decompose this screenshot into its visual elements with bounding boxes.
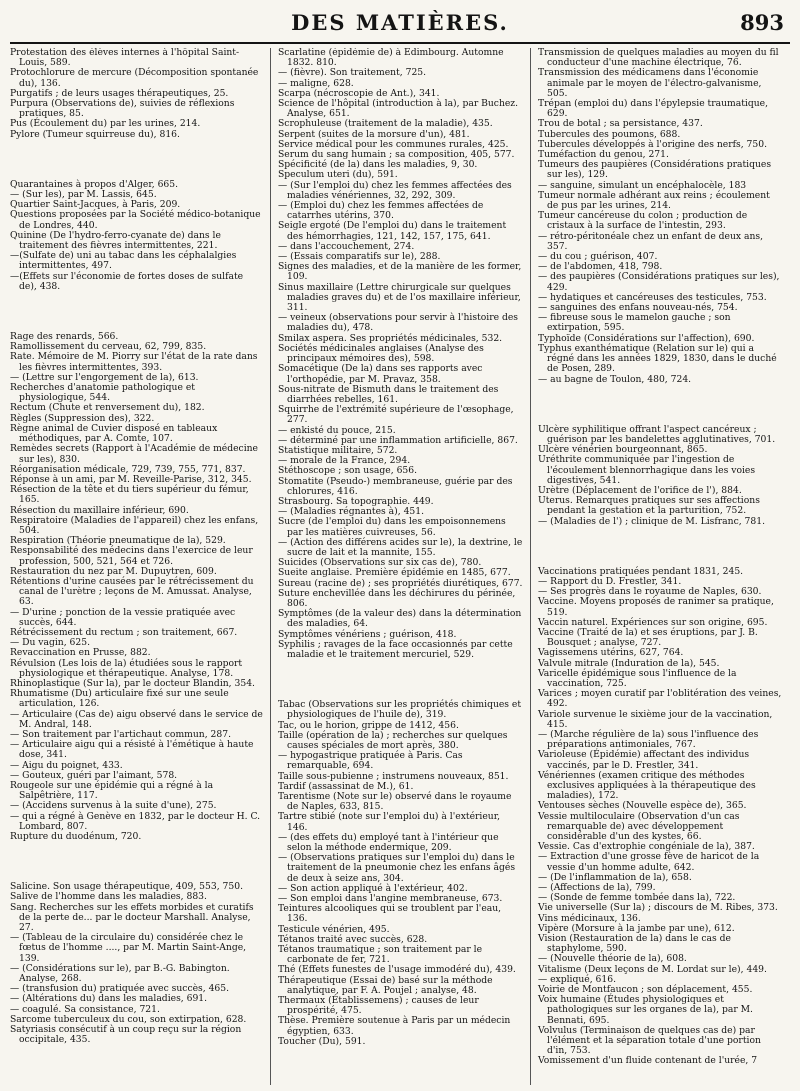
index-entry: Rhinoplastique (Sur la), par le docteur Blandin, 354. bbox=[10, 677, 255, 689]
index-entry: Service médical pour les communes rurales, 425. bbox=[278, 138, 509, 150]
header-rule bbox=[10, 42, 790, 44]
index-entry: Sureau (racine de) ; ses propriétés diurétiques, 677. bbox=[278, 577, 523, 589]
index-entry: — veineux (observations pour servir à l'histoire des maladies du), 478. bbox=[278, 312, 518, 334]
index-entry: Tartre stibié (note sur l'emploi du) à l'extérieur, 146. bbox=[278, 811, 500, 833]
index-entry: Typhoïde (Considérations sur l'affection), 690. bbox=[538, 332, 755, 344]
index-entry: Vaccine (Traité de la) et ses éruptions, par J. B. Bousquet ; analyse, 727. bbox=[538, 626, 758, 649]
page-header bbox=[0, 0, 800, 48]
index-entry: Respiration (Théorie pneumatique de la), 529. bbox=[10, 535, 226, 547]
index-entry: Statistique militaire, 572. bbox=[278, 444, 398, 456]
index-entry: — (Observations pratiques sur l'emploi du) dans le traitement de la pneumonie chez les enfans âgés de deux à seize ans, 304. bbox=[278, 852, 516, 884]
index-entry: Vitalisme (Deux leçons de M. Lordat sur le), 449. bbox=[538, 963, 767, 975]
index-entry: — du cou ; guérison, 407. bbox=[538, 251, 658, 263]
index-entry: Questions proposées par la Société médico-botanique de Londres, 440. bbox=[10, 209, 261, 231]
index-entry: Pus (Écoulement du) par les urines, 214. bbox=[10, 118, 201, 130]
index-entry: — (Lettre sur l'engorgement de la), 613. bbox=[10, 371, 199, 383]
index-entry: Recherches d'anatomie pathologique et physiologique, 544. bbox=[10, 382, 195, 404]
index-entry: Ulcère syphilitique offrant l'aspect cancéreux ; guérison par les bandelettes agglutinatives, 701. bbox=[538, 423, 776, 445]
index-entry: Réorganisation médicale, 729, 739, 755, 771, 837. bbox=[10, 463, 246, 475]
index-entry: — hypogastrique pratiquée à Paris. Cas remarquable, 694. bbox=[278, 750, 463, 772]
index-entry: — Articulaire (Cas de) aigu observé dans le service de M. Andral, 148. bbox=[10, 708, 263, 730]
index-entry: Revaccination en Prusse, 882. bbox=[10, 647, 151, 659]
index-entry: Varioleuse (Épidémie) affectant des individus vaccinés, par le D. Frestler, 341. bbox=[538, 749, 750, 771]
index-entry: Signes des maladies, et de la manière de les former, 109. bbox=[278, 261, 522, 283]
index-entry: — (Considérations sur le), par B.-G. Babington. Analyse, 268. bbox=[10, 962, 230, 985]
index-entry: Spécificité (de la) dans les maladies, 9, 30. bbox=[278, 159, 478, 171]
section-gap bbox=[10, 842, 263, 882]
index-entry: — (Accidens survenus à la suite d'une), 275. bbox=[10, 800, 217, 812]
index-entry: Thérapeutique (Essai de) basé sur la méthode analytique, par F. A. Poujel ; analyse, 48. bbox=[278, 974, 493, 996]
index-entry: Suture enchevillée dans les déchirures du périnée, 806. bbox=[278, 587, 516, 609]
index-entry: Respiratoire (Maladies de l'appareil) chez les enfans, 504. bbox=[10, 514, 259, 536]
index-entry: Rhumatisme (Du) articulaire fixé sur une seule articulation, 126. bbox=[10, 688, 229, 710]
index-entry: Sociétés médicinales anglaises (Analyse des principaux mémoires des), 598. bbox=[278, 342, 484, 365]
index-entry: Tumeur normale adhérant aux reins ; écoulement de pus par les urines, 214. bbox=[538, 189, 770, 212]
index-entry: —(Sulfate de) uni au tabac dans les céphalalgies intermittentes, 497. bbox=[10, 250, 237, 272]
index-entry: Sinus maxillaire (Lettre chirurgicale sur quelques maladies graves du) et de l'os maxillaire inférieur, 311. bbox=[278, 281, 521, 314]
index-entry: Thermaux (Établissemens) ; causes de leur prospérité, 475. bbox=[278, 995, 479, 1017]
index-entry: Thé (Effets funestes de l'usage immodéré du), 439. bbox=[278, 964, 516, 976]
index-entry: Rate. Mémoire de M. Piorry sur l'état de la rate dans les fièvres intermittentes, 393. bbox=[10, 351, 258, 373]
index-entry: Quarantaines à propos d'Alger, 665. bbox=[10, 178, 179, 190]
index-entry: Tétanos traité avec succès, 628. bbox=[278, 933, 428, 945]
section-gap bbox=[538, 385, 783, 425]
index-entry: — dans l'accouchement, 274. bbox=[278, 240, 415, 252]
index-entry: Symptômes vénériens ; guérison, 418. bbox=[278, 628, 457, 640]
index-entry: Vaccinations pratiquées pendant 1831, 245. bbox=[538, 565, 744, 577]
index-entry: — morale de la France, 294. bbox=[278, 455, 411, 467]
index-entry: — fibreuse sous le mamelon gauche ; son extirpation, 595. bbox=[538, 312, 731, 334]
index-entry: Valvule mitrale (Induration de la), 545. bbox=[538, 657, 720, 669]
index-entry: — hydatiques et cancéreuses des testicules, 753. bbox=[538, 291, 767, 303]
index-entry: Vins médicinaux, 136. bbox=[538, 912, 641, 924]
index-entry: Tubercules développés à l'origine des nerfs, 750. bbox=[538, 138, 768, 150]
index-entry: Vomissement d'un fluide contenant de l'urée, 7 bbox=[538, 1055, 758, 1067]
index-entry: Tubercules des poumons, 688. bbox=[538, 128, 681, 140]
index-entry: Somacétique (De la) dans ses rapports avec l'orthopédie, par M. Pravaz, 358. bbox=[278, 363, 483, 385]
index-entry: — (Sonde de femme tombée dans la), 722. bbox=[538, 892, 736, 904]
index-entry: Pylore (Tumeur squirreuse du), 816. bbox=[10, 128, 180, 140]
index-column-left bbox=[10, 48, 270, 1085]
index-entry: — maligne, 628. bbox=[278, 77, 354, 89]
index-entry: — (Action des différens acides sur le), la dextrine, le sucre de lait et la mannite, 155. bbox=[278, 536, 523, 558]
index-entry: — Extraction d'une grosse fève de haricot de la vessie d'un homme adulte, 642. bbox=[538, 851, 760, 873]
index-entry: Rage des renards, 566. bbox=[10, 331, 119, 343]
index-entry: Uréthrite communiquée par l'ingestion de l'écoulement blennorrhagique dans les voies digestives, 541. bbox=[538, 454, 756, 486]
index-entry: — (Affections de la), 799. bbox=[538, 882, 656, 894]
index-entry: Stomatite (Pseudo-) membraneuse, guérie par des chlorures, 416. bbox=[278, 475, 513, 497]
index-entry: Typhus exanthématique (Relation sur le) qui a régné dans les années 1829, 1830, dans le duché de Posen, 289. bbox=[538, 342, 777, 375]
index-entry: — enkisté du pouce, 215. bbox=[278, 424, 396, 436]
index-entry: Ulcère vénérien bourgeonnant, 865. bbox=[538, 444, 708, 456]
index-entry: — Son action appliqué à l'extérieur, 402. bbox=[278, 882, 468, 894]
index-entry: — rétro-péritonéale chez un enfant de deux ans, 357. bbox=[538, 230, 764, 252]
index-entry: Quinine (De l'hydro-ferro-cyanate de) dans le traitement des fièvres intermittentes, 221. bbox=[10, 229, 221, 252]
index-entry: — (Sur les), par M. Lassis, 645. bbox=[10, 189, 157, 201]
index-entry: Sueite anglaise. Première épidémie en 1485, 677. bbox=[278, 567, 511, 579]
index-entry: Voix humaine (Études physiologiques et pathologiques sur les organes de la), par M. Bennati, 695. bbox=[538, 994, 753, 1026]
index-entry: Salive de l'homme dans les maladies, 883. bbox=[10, 891, 207, 903]
index-entry: — (Altérations du) dans les maladies, 691. bbox=[10, 993, 208, 1005]
index-entry: Urètre (Déplacement de l'orifice de l'), 884. bbox=[538, 484, 742, 496]
index-entry: Ramollissement du cerveau, 62, 799, 835. bbox=[10, 341, 207, 353]
index-entry: Tarentisme (Note sur le) observé dans le royaume de Naples, 633, 815. bbox=[278, 791, 512, 813]
index-entry: Révulsion (Les lois de la) étudiées sous le rapport physiologique et thérapeutique. Analyse, 178. bbox=[10, 657, 243, 679]
index-entry: — sanguines des enfans nouveau-nés, 754. bbox=[538, 302, 738, 314]
index-entry: — au bagne de Toulon, 480, 724. bbox=[538, 373, 692, 385]
index-entry: — déterminé par une inflammation artificielle, 867. bbox=[278, 434, 518, 446]
index-entry: Seigle ergoté (De l'emploi du) dans le traitement des hémorrhagies, 121, 142, 157, 175, 641. bbox=[278, 220, 507, 242]
section-gap bbox=[10, 292, 263, 332]
index-entry: Transmission de quelques maladies au moyen du fil conducteur d'une machine électrique, 76. bbox=[538, 48, 779, 69]
index-entry: Ventouses sèches (Nouvelle espèce de), 365. bbox=[538, 800, 747, 812]
index-entry: Satyriasis consécutif à un coup reçu sur la région occipitale, 435. bbox=[10, 1024, 242, 1046]
index-column-middle bbox=[270, 48, 530, 1085]
page-number: 893 bbox=[740, 10, 784, 35]
index-entry: Testicule vénérien, 495. bbox=[278, 923, 390, 935]
index-entry: Purgatifs ; de leurs usages thérapeutiques, 25. bbox=[10, 87, 229, 99]
index-entry: — (Essais comparatifs sur le), 288. bbox=[278, 251, 441, 263]
index-entry: Squirrhe de l'extrémité supérieure de l'œsophage, 277. bbox=[278, 404, 514, 426]
index-entry: Protochlorure de mercure (Décomposition spontanée du), 136. bbox=[10, 67, 259, 89]
index-entry: Volvulus (Terminaison de quelques cas de) par l'élément et la séparation totale d'une portion d'in, 753. bbox=[538, 1024, 761, 1057]
index-entry: Thèse. Première soutenue à Paris par un médecin égyptien, 633. bbox=[278, 1015, 511, 1037]
index-entry: Vénériennes (examen critique des méthodes exclusives appliquées à la thérapeutique des maladies), 172. bbox=[538, 769, 756, 802]
index-entry: Transmission des médicamens dans l'économie animale par le moyen de l'électro-galvanisme, 505. bbox=[538, 67, 762, 99]
index-entry: — (Sur l'emploi du) chez les femmes affectées des maladies vénériennes, 32, 292, 309. bbox=[278, 179, 512, 201]
page-title: DES MATIÈRES. bbox=[291, 10, 509, 35]
index-entry: — (Nouvelle théorie de la), 608. bbox=[538, 953, 687, 965]
index-entry: — sanguine, simulant un encéphalocèle, 183 bbox=[538, 179, 747, 191]
index-entry: Résection du maxillaire inférieur, 690. bbox=[10, 504, 189, 516]
index-entry: Suicides (Observations sur six cas de), 780. bbox=[278, 557, 482, 569]
index-entry: — Ses progrès dans le royaume de Naples, 630. bbox=[538, 586, 762, 598]
index-entry: — coagulé. Sa consistance, 721. bbox=[10, 1003, 160, 1015]
section-gap bbox=[10, 140, 263, 180]
index-entry: Serpent (suites de la morsure d'un), 481. bbox=[278, 128, 470, 140]
index-entry: Quartier Saint-Jacques, à Paris, 209. bbox=[10, 199, 181, 211]
index-entry: — (fièvre). Son traitement, 725. bbox=[278, 67, 427, 79]
index-entry: — (De l'inflammation de la), 658. bbox=[538, 871, 692, 883]
index-entry: Smilax aspera. Ses propriétés médicinales, 532. bbox=[278, 332, 503, 344]
index-entry: Vaccin naturel. Expériences sur son origine, 695. bbox=[538, 616, 768, 628]
section-gap bbox=[278, 660, 523, 700]
index-entry: Vie universelle (Sur la) ; discours de M. Ribes, 373. bbox=[538, 902, 778, 914]
index-entry: — Son emploi dans l'angine membraneuse, 673. bbox=[278, 893, 503, 905]
index-entry: Varices ; moyen curatif par l'oblitération des veines, 492. bbox=[538, 688, 782, 710]
index-entry: Protestation des élèves internes à l'hôpital Saint-Louis, 589. bbox=[10, 48, 240, 69]
index-entry: Tabac (Observations sur les propriétés chimiques et physiologiques de l'huile de), 319. bbox=[278, 699, 522, 721]
index-entry: Sucre (de l'emploi du) dans les empoisonnemens par les matières cuivreuses, 56. bbox=[278, 516, 506, 538]
index-entry: Vessie multiloculaire (Observation d'un cas remarquable de) avec développement considérable d'un des kystes, 66. bbox=[538, 810, 740, 843]
index-entry: Trépan (emploi du) dans l'épylepsie traumatique, 629. bbox=[538, 98, 769, 120]
index-entry: Règles (Suppression des), 322. bbox=[10, 412, 155, 424]
index-entry: — (Maladies de l') ; clinique de M. Lisfranc, 781. bbox=[538, 515, 766, 527]
index-entry: — (des effets du) employé tant à l'intérieur que selon la méthode endermique, 209. bbox=[278, 831, 499, 854]
index-entry: Symptômes (de la valeur des) dans la détermination des maladies, 64. bbox=[278, 608, 522, 630]
index-entry: — expliqué, 616. bbox=[538, 973, 617, 985]
index-entry: Tardif (assassinat de M.), 61. bbox=[278, 780, 414, 792]
index-entry: Syphilis ; ravages de la face occasionnés par cette maladie et le traitement mercuriel, 529. bbox=[278, 638, 513, 660]
index-entry: Tumeurs des paupières (Considérations pratiques sur les), 129. bbox=[538, 159, 772, 181]
index-entry: Rétentions d'urine causées par le rétrécissement du canal de l'urètre ; leçons de M. Amussat. Analyse, 63. bbox=[10, 575, 254, 608]
index-entry: Taille sous-pubienne ; instrumens nouveaux, 851. bbox=[278, 770, 509, 782]
index-entry: — qui a régné à Genève en 1832, par le docteur H. C. Lombard, 807. bbox=[10, 810, 261, 832]
index-entry: Varicelle épidémique sous l'influence de la vaccination, 725. bbox=[538, 667, 737, 689]
index-entry: Uterus. Remarques pratiques sur ses affections pendant la gestation et la parturition, 752. bbox=[538, 495, 760, 517]
index-entry: Sous-nitrate de Bismuth dans le traitement des diarrhées rebelles, 161. bbox=[278, 383, 499, 405]
index-entry: Sarcome tuberculeux du cou, son extirpation, 628. bbox=[10, 1013, 247, 1025]
index-entry: Toucher (Du), 591. bbox=[278, 1035, 366, 1047]
index-entry: Tétanos traumatique ; son traitement par le carbonate de fer, 721. bbox=[278, 944, 483, 966]
index-entry: — Gouteux, guéri par l'aimant, 578. bbox=[10, 769, 178, 781]
index-entry: Voirie de Montfaucon ; son déplacement, 455. bbox=[538, 984, 753, 996]
index-entry: Tumeur cancéreuse du colon ; production de cristaux à la surface de l'intestin, 293. bbox=[538, 210, 748, 232]
index-entry: Vipère (Morsure à la jambe par une), 612. bbox=[538, 922, 735, 934]
section-gap bbox=[538, 527, 783, 567]
index-entry: Réponse à un ami, par M. Reveille-Parise, 312, 345. bbox=[10, 473, 252, 485]
index-columns bbox=[10, 48, 790, 1085]
index-entry: Scrophuleuse (traitement de la maladie), 435. bbox=[278, 118, 493, 130]
index-entry: Science de l'hôpital (introduction à la), par Buchez. Analyse, 651. bbox=[278, 98, 519, 120]
index-entry: Vision (Restauration de la) dans le cas de staphylome, 590. bbox=[538, 933, 731, 955]
index-entry: Rectum (Chute et renversement du), 182. bbox=[10, 402, 205, 414]
index-entry: Serum du sang humain ; sa composition, 405, 577. bbox=[278, 149, 515, 161]
index-entry: — Rapport du D. Frestler, 341. bbox=[538, 575, 682, 587]
index-entry: Rupture du duodénum, 720. bbox=[10, 831, 142, 843]
index-entry: Tuméfaction du genou, 271. bbox=[538, 149, 669, 161]
index-entry: Vagissemens utérins, 627, 764. bbox=[538, 647, 684, 659]
index-entry: Scarlatine (épidémie de) à Édimbourg. Automne 1832. 810. bbox=[278, 48, 504, 69]
index-entry: Purpura (Observations de), suivies de réflexions pratiques, 85. bbox=[10, 98, 235, 120]
index-entry: — des paupières (Considérations pratiques sur les), 429. bbox=[538, 271, 780, 293]
index-entry: Speculum uteri (du), 591. bbox=[278, 169, 398, 181]
index-entry: Vessie. Cas d'extrophie congéniale de la), 387. bbox=[538, 841, 755, 853]
index-entry: — Son traitement par l'artichaut commun, 287. bbox=[10, 728, 232, 740]
index-entry: Strasbourg. Sa topographie. 449. bbox=[278, 495, 434, 507]
index-entry: Restauration du nez par M. Dupuytren, 609. bbox=[10, 565, 217, 577]
index-entry: — (Marche régulière de la) sous l'influence des préparations antimoniales, 767. bbox=[538, 728, 759, 751]
index-entry: Variole survenue le sixième jour de la vaccination, 415. bbox=[538, 708, 773, 730]
index-entry: Taille (opération de la) ; recherches sur quelques causes spéciales de mort après, 380. bbox=[278, 729, 508, 751]
index-column-right bbox=[530, 48, 790, 1085]
index-entry: Sang. Recherches sur les effets morbides et curatifs de la perte de... par le docteur Marshall. Analyse, 27. bbox=[10, 901, 254, 934]
index-entry: — Du vagin, 625. bbox=[10, 637, 91, 649]
index-entry: — de l'abdomen, 418, 798. bbox=[538, 261, 663, 273]
index-entry: Trou de botal ; sa persistance, 437. bbox=[538, 118, 703, 130]
index-entry: Scarpa (nécroscopie de Ant.), 341. bbox=[278, 87, 440, 99]
index-entry: Rétrécissement du rectum ; son traitement, 667. bbox=[10, 626, 238, 638]
index-entry: Stéthoscope ; son usage, 656. bbox=[278, 465, 418, 477]
index-entry: Règne animal de Cuvier disposé en tableaux méthodiques, par A. Comte, 107. bbox=[10, 422, 218, 445]
index-entry: Résection de la tête et du tiers supérieur du fémur, 165. bbox=[10, 484, 249, 506]
index-entry: Rougeole sur une épidémie qui a régné à la Salpêtrière, 117. bbox=[10, 780, 214, 802]
index-entry: — Aigu du poignet, 433. bbox=[10, 759, 123, 771]
index-entry: Remèdes secrets (Rapport à l'Académie de médecine sur les), 830. bbox=[10, 443, 258, 465]
index-entry: Teintures alcooliques qui se troublent par l'eau, 136. bbox=[278, 903, 502, 925]
index-entry: Vaccine. Moyens proposés de ranimer sa pratique, 519. bbox=[538, 596, 774, 618]
index-entry: Responsabilité des médecins dans l'exercice de leur profession, 500, 521, 564 et 726. bbox=[10, 545, 253, 567]
index-entry: — (Tableau de la circulaire du) considérée chez le fœtus de l'homme ...., par M. Martin Saint-Ange, 139. bbox=[10, 932, 247, 964]
index-entry: — Articulaire aigu qui a résisté à l'émétique à haute dose, 341. bbox=[10, 739, 254, 761]
index-entry: — (Maladies régnantes à), 451. bbox=[278, 506, 425, 518]
index-entry: —(Effets sur l'économie de fortes doses de sulfate de), 438. bbox=[10, 270, 244, 292]
index-entry: Salicine. Son usage thérapeutique, 409, 553, 750. bbox=[10, 881, 244, 893]
index-entry: — D'urine ; ponction de la vessie pratiquée avec succès, 644. bbox=[10, 606, 236, 628]
index-entry: — (transfusion du) pratiquée avec succès, 465. bbox=[10, 983, 230, 995]
index-entry: — (Emploi du) chez les femmes affectées de catarrhes utérins, 370. bbox=[278, 200, 484, 222]
index-entry: Tac, ou le horion, grippe de 1412, 456. bbox=[278, 719, 459, 731]
